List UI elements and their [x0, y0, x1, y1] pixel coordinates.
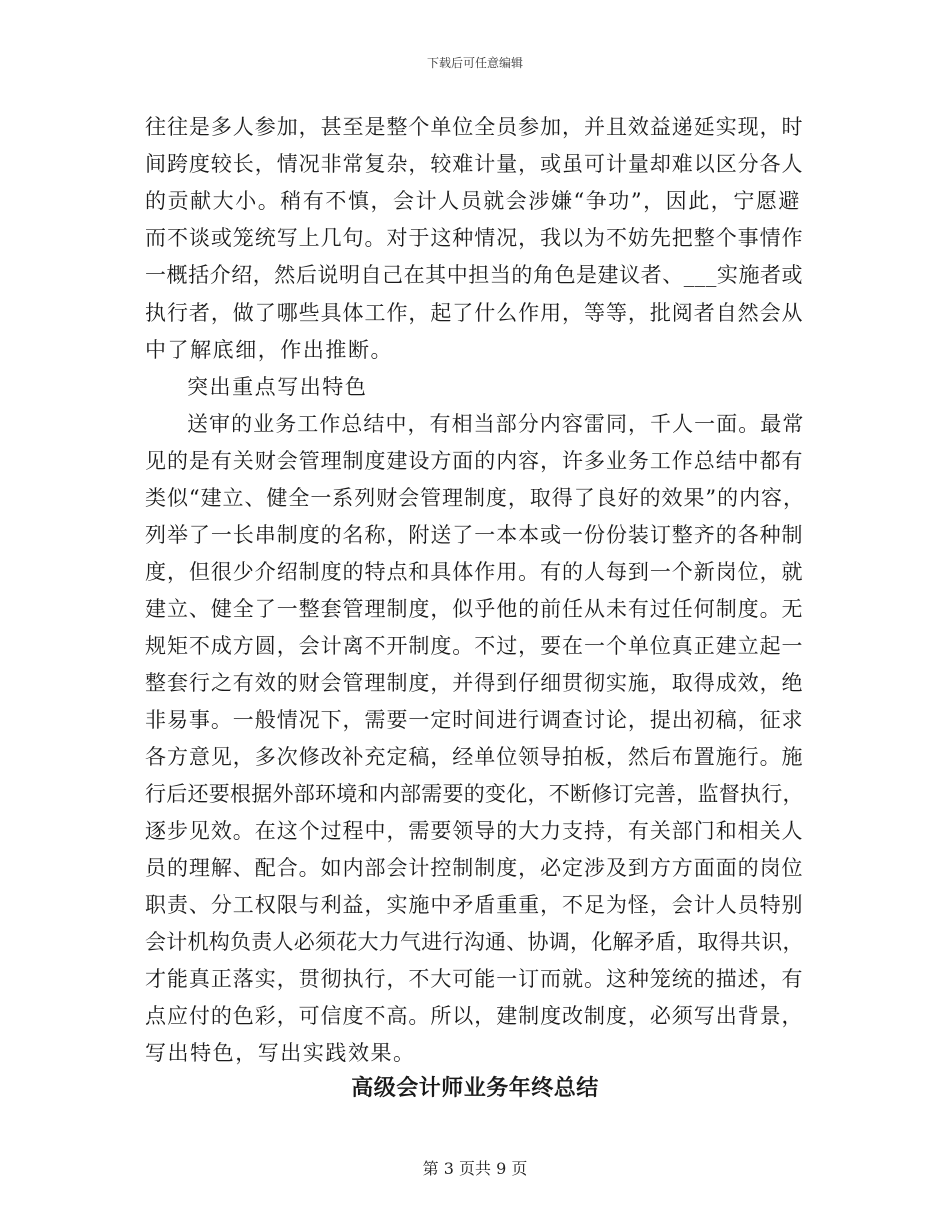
body-line: 各方意见，多次修改补充定稿，经单位领导拍板，然后布置施行。施 [145, 745, 804, 769]
body-line: 点应付的色彩，可信度不高。所以，建制度改制度，必须写出背景， [145, 1004, 804, 1028]
section-title: 高级会计师业务年终总结 [351, 1075, 599, 1101]
page-header-note: 下载后可任意编辑 [426, 56, 523, 70]
page-number: 第 3 页共 9 页 [422, 1159, 528, 1178]
body-line: 会计机构负责人必须花大力气进行沟通、协调，化解矛盾，取得共识， [145, 930, 804, 954]
body-line: 而不谈或笼统写上几句。对于这种情况，我以为不妨先把整个事情作 [145, 226, 804, 250]
body-line: 中了解底细，作出推断。 [145, 338, 394, 362]
body-line: 间跨度较长，情况非常复杂，较难计量，或虽可计量却难以区分各人 [145, 152, 804, 176]
body-line: 的贡献大小。稍有不慎，会计人员就会涉嫌“争功”，因此，宁愿避 [145, 189, 801, 213]
body-line: 送审的业务工作总结中，有相当部分内容雷同，千人一面。最常 [187, 412, 805, 436]
body-line: 才能真正落实，贯彻执行，不大可能一订而就。这种笼统的描述，有 [145, 967, 804, 991]
body-line: 建立、健全了一整套管理制度，似乎他的前任从未有过任何制度。无 [145, 597, 804, 621]
body-line: 行后还要根据外部环境和内部需要的变化，不断修订完善，监督执行， [145, 782, 804, 806]
body-line: 非易事。一般情况下，需要一定时间进行调查讨论，提出初稿，征求 [145, 708, 804, 732]
body-line: 度，但很少介绍制度的特点和具体作用。有的人每到一个新岗位，就 [145, 560, 804, 584]
body-line: 执行者，做了哪些具体工作，起了什么作用，等等，批阅者自然会从 [145, 301, 804, 325]
body-line: 规矩不成方圆，会计离不开制度。不过，要在一个单位真正建立起一 [145, 634, 804, 658]
body-line: 逐步见效。在这个过程中，需要领导的大力支持，有关部门和相关人 [145, 819, 804, 843]
body-line: 整套行之有效的财会管理制度，并得到仔细贯彻实施，取得成效，绝 [145, 671, 804, 695]
body-line: 写出特色，写出实践效果。 [145, 1041, 416, 1065]
body-line: 员的理解、配合。如内部会计控制制度，必定涉及到方方面面的岗位 [145, 856, 804, 880]
body-line: 往往是多人参加，甚至是整个单位全员参加，并且效益递延实现，时 [145, 115, 804, 139]
body-line: 类似“建立、健全一系列财会管理制度，取得了良好的效果”的内容， [145, 486, 805, 510]
section-subheading: 突出重点写出特色 [187, 375, 368, 399]
body-line: 一概括介绍，然后说明自己在其中担当的角色是建议者、___实施者或 [145, 263, 804, 287]
body-line: 列举了一长串制度的名称，附送了一本本或一份份装订整齐的各种制 [145, 523, 804, 547]
body-line: 职责、分工权限与利益，实施中矛盾重重，不足为怪，会计人员特别 [145, 893, 804, 917]
body-line: 见的是有关财会管理制度建设方面的内容，许多业务工作总结中都有 [145, 449, 804, 473]
